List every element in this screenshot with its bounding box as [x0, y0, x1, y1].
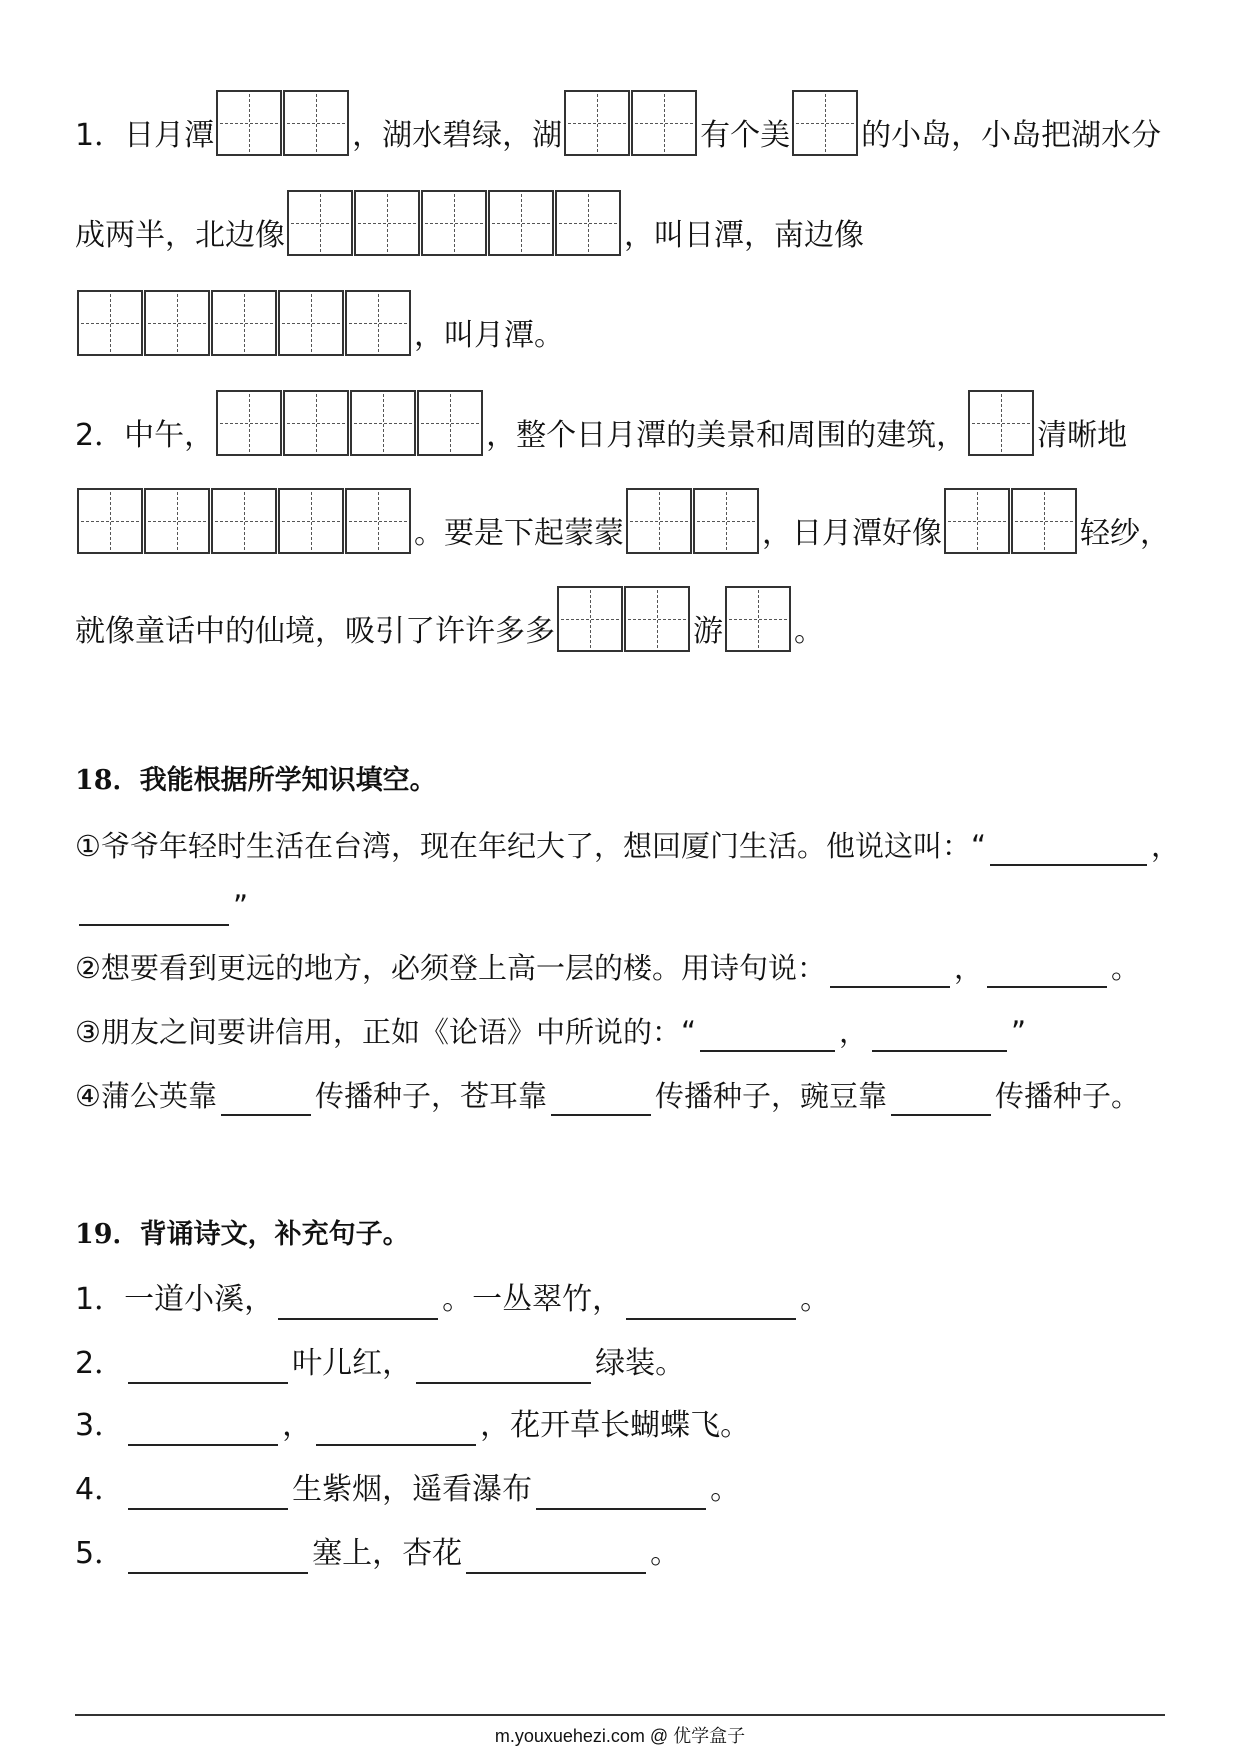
q1-line-1 — [75, 90, 1180, 156]
text: ②想要看到更远的地方，必须登上高一层的楼。用诗句说： — [75, 951, 826, 985]
answer-blank[interactable] — [278, 1288, 438, 1320]
answer-blank[interactable] — [700, 1020, 835, 1052]
text: 就像童话中的仙境，吸引了许许多多 — [75, 614, 555, 649]
text: ， — [954, 951, 984, 985]
q19-sentence-2 — [75, 1318, 1180, 1384]
answer-blank[interactable] — [536, 1478, 706, 1510]
char-boxes[interactable] — [557, 586, 691, 652]
q19-sentence-1 — [75, 1254, 1180, 1320]
text: 有个美 — [700, 118, 791, 153]
text: ①爷爷年轻时生活在台湾，现在年纪大了，想回厦门生活。他说这叫：“ — [75, 829, 987, 863]
char-boxes[interactable] — [944, 488, 1078, 554]
text: ③朋友之间要讲信用，正如《论语》中所说的：“ — [75, 1015, 697, 1049]
text: 4． — [75, 1472, 125, 1507]
q19-heading: 19．背诵诗文，补充句子。 — [75, 1219, 410, 1250]
q18-item-1 — [75, 800, 1180, 866]
footer-text: m.youxuehezi.com @ 优学盒子 — [494, 1726, 746, 1746]
answer-blank[interactable] — [626, 1288, 796, 1320]
footer-divider — [75, 1714, 1165, 1716]
text: 。 — [650, 1536, 681, 1571]
answer-blank[interactable] — [316, 1414, 476, 1446]
q1-line-3 — [75, 290, 1180, 356]
text: ，整个日月潭的美景和周围的建筑， — [486, 418, 967, 453]
text: 清晰地 — [1037, 418, 1128, 453]
answer-blank[interactable] — [830, 956, 950, 988]
answer-blank[interactable] — [221, 1084, 311, 1116]
text: 传播种子，豌豆靠 — [655, 1079, 888, 1113]
text: ， — [839, 1015, 869, 1049]
char-boxes[interactable] — [725, 586, 792, 652]
text: 的小岛，小岛把湖水分 — [861, 118, 1162, 153]
char-boxes[interactable] — [77, 488, 412, 554]
text: 3． — [75, 1408, 125, 1443]
text: ，日月潭好像 — [762, 516, 942, 551]
text: 。要是下起蒙蒙 — [414, 516, 624, 551]
text: 游 — [693, 614, 723, 649]
answer-blank[interactable] — [128, 1478, 288, 1510]
text: 叶儿红， — [292, 1346, 413, 1381]
text: 2． — [75, 1346, 125, 1381]
answer-blank[interactable] — [128, 1414, 278, 1446]
text: 塞上，杏花 — [312, 1536, 463, 1571]
text: ，叫月潭。 — [414, 318, 564, 353]
text: ， — [1150, 829, 1180, 863]
char-boxes[interactable] — [564, 90, 698, 156]
text: 绿装。 — [595, 1346, 686, 1381]
q2-line-3 — [75, 586, 1180, 652]
q18-heading: 18．我能根据所学知识填空。 — [75, 765, 437, 796]
text: 5． — [75, 1536, 125, 1571]
q19-sentence-4 — [75, 1444, 1180, 1510]
text: 成两半，北边像 — [75, 218, 285, 253]
q18-item-2 — [75, 922, 1180, 988]
char-boxes[interactable] — [77, 290, 412, 356]
text: 。 — [794, 614, 824, 649]
answer-blank[interactable] — [987, 956, 1107, 988]
q2-line-2 — [75, 488, 1180, 554]
text: ，湖水碧绿，湖 — [352, 118, 563, 153]
text: ， — [282, 1408, 313, 1443]
answer-blank[interactable] — [872, 1020, 1007, 1052]
text: 。一丛翠竹， — [442, 1282, 623, 1317]
char-boxes[interactable] — [287, 190, 622, 256]
q18-item-1-cont — [75, 860, 1180, 926]
q18-item-3 — [75, 986, 1180, 1052]
text: 1．一道小溪， — [75, 1282, 275, 1317]
q2-line-1 — [75, 390, 1180, 456]
text: 。 — [710, 1472, 741, 1507]
char-boxes[interactable] — [216, 90, 350, 156]
char-boxes[interactable] — [792, 90, 859, 156]
q1-line-2 — [75, 190, 1180, 256]
answer-blank[interactable] — [891, 1084, 991, 1116]
text: 2．中午， — [75, 418, 215, 453]
text: ，叫日潭，南边像 — [624, 218, 864, 253]
q19-sentence-3 — [75, 1380, 1180, 1446]
text: 。 — [800, 1282, 831, 1317]
text: 传播种子，苍耳靠 — [315, 1079, 548, 1113]
text: ，花开草长蝴蝶飞。 — [480, 1408, 751, 1443]
text: 生紫烟，遥看瀑布 — [292, 1472, 533, 1507]
q18-item-4 — [75, 1050, 1180, 1116]
char-boxes[interactable] — [968, 390, 1035, 456]
q19-sentence-5 — [75, 1508, 1180, 1574]
char-boxes[interactable] — [626, 488, 760, 554]
text: ④蒲公英靠 — [75, 1079, 217, 1113]
text: ” — [1011, 1015, 1027, 1049]
text: 1．日月潭 — [75, 118, 215, 153]
text: 传播种子。 — [995, 1079, 1141, 1113]
text: 。 — [1111, 951, 1141, 985]
text: 轻纱， — [1080, 516, 1170, 551]
answer-blank[interactable] — [128, 1542, 308, 1574]
char-boxes[interactable] — [216, 390, 484, 456]
answer-blank[interactable] — [551, 1084, 651, 1116]
text: ” — [233, 889, 249, 923]
answer-blank[interactable] — [466, 1542, 646, 1574]
